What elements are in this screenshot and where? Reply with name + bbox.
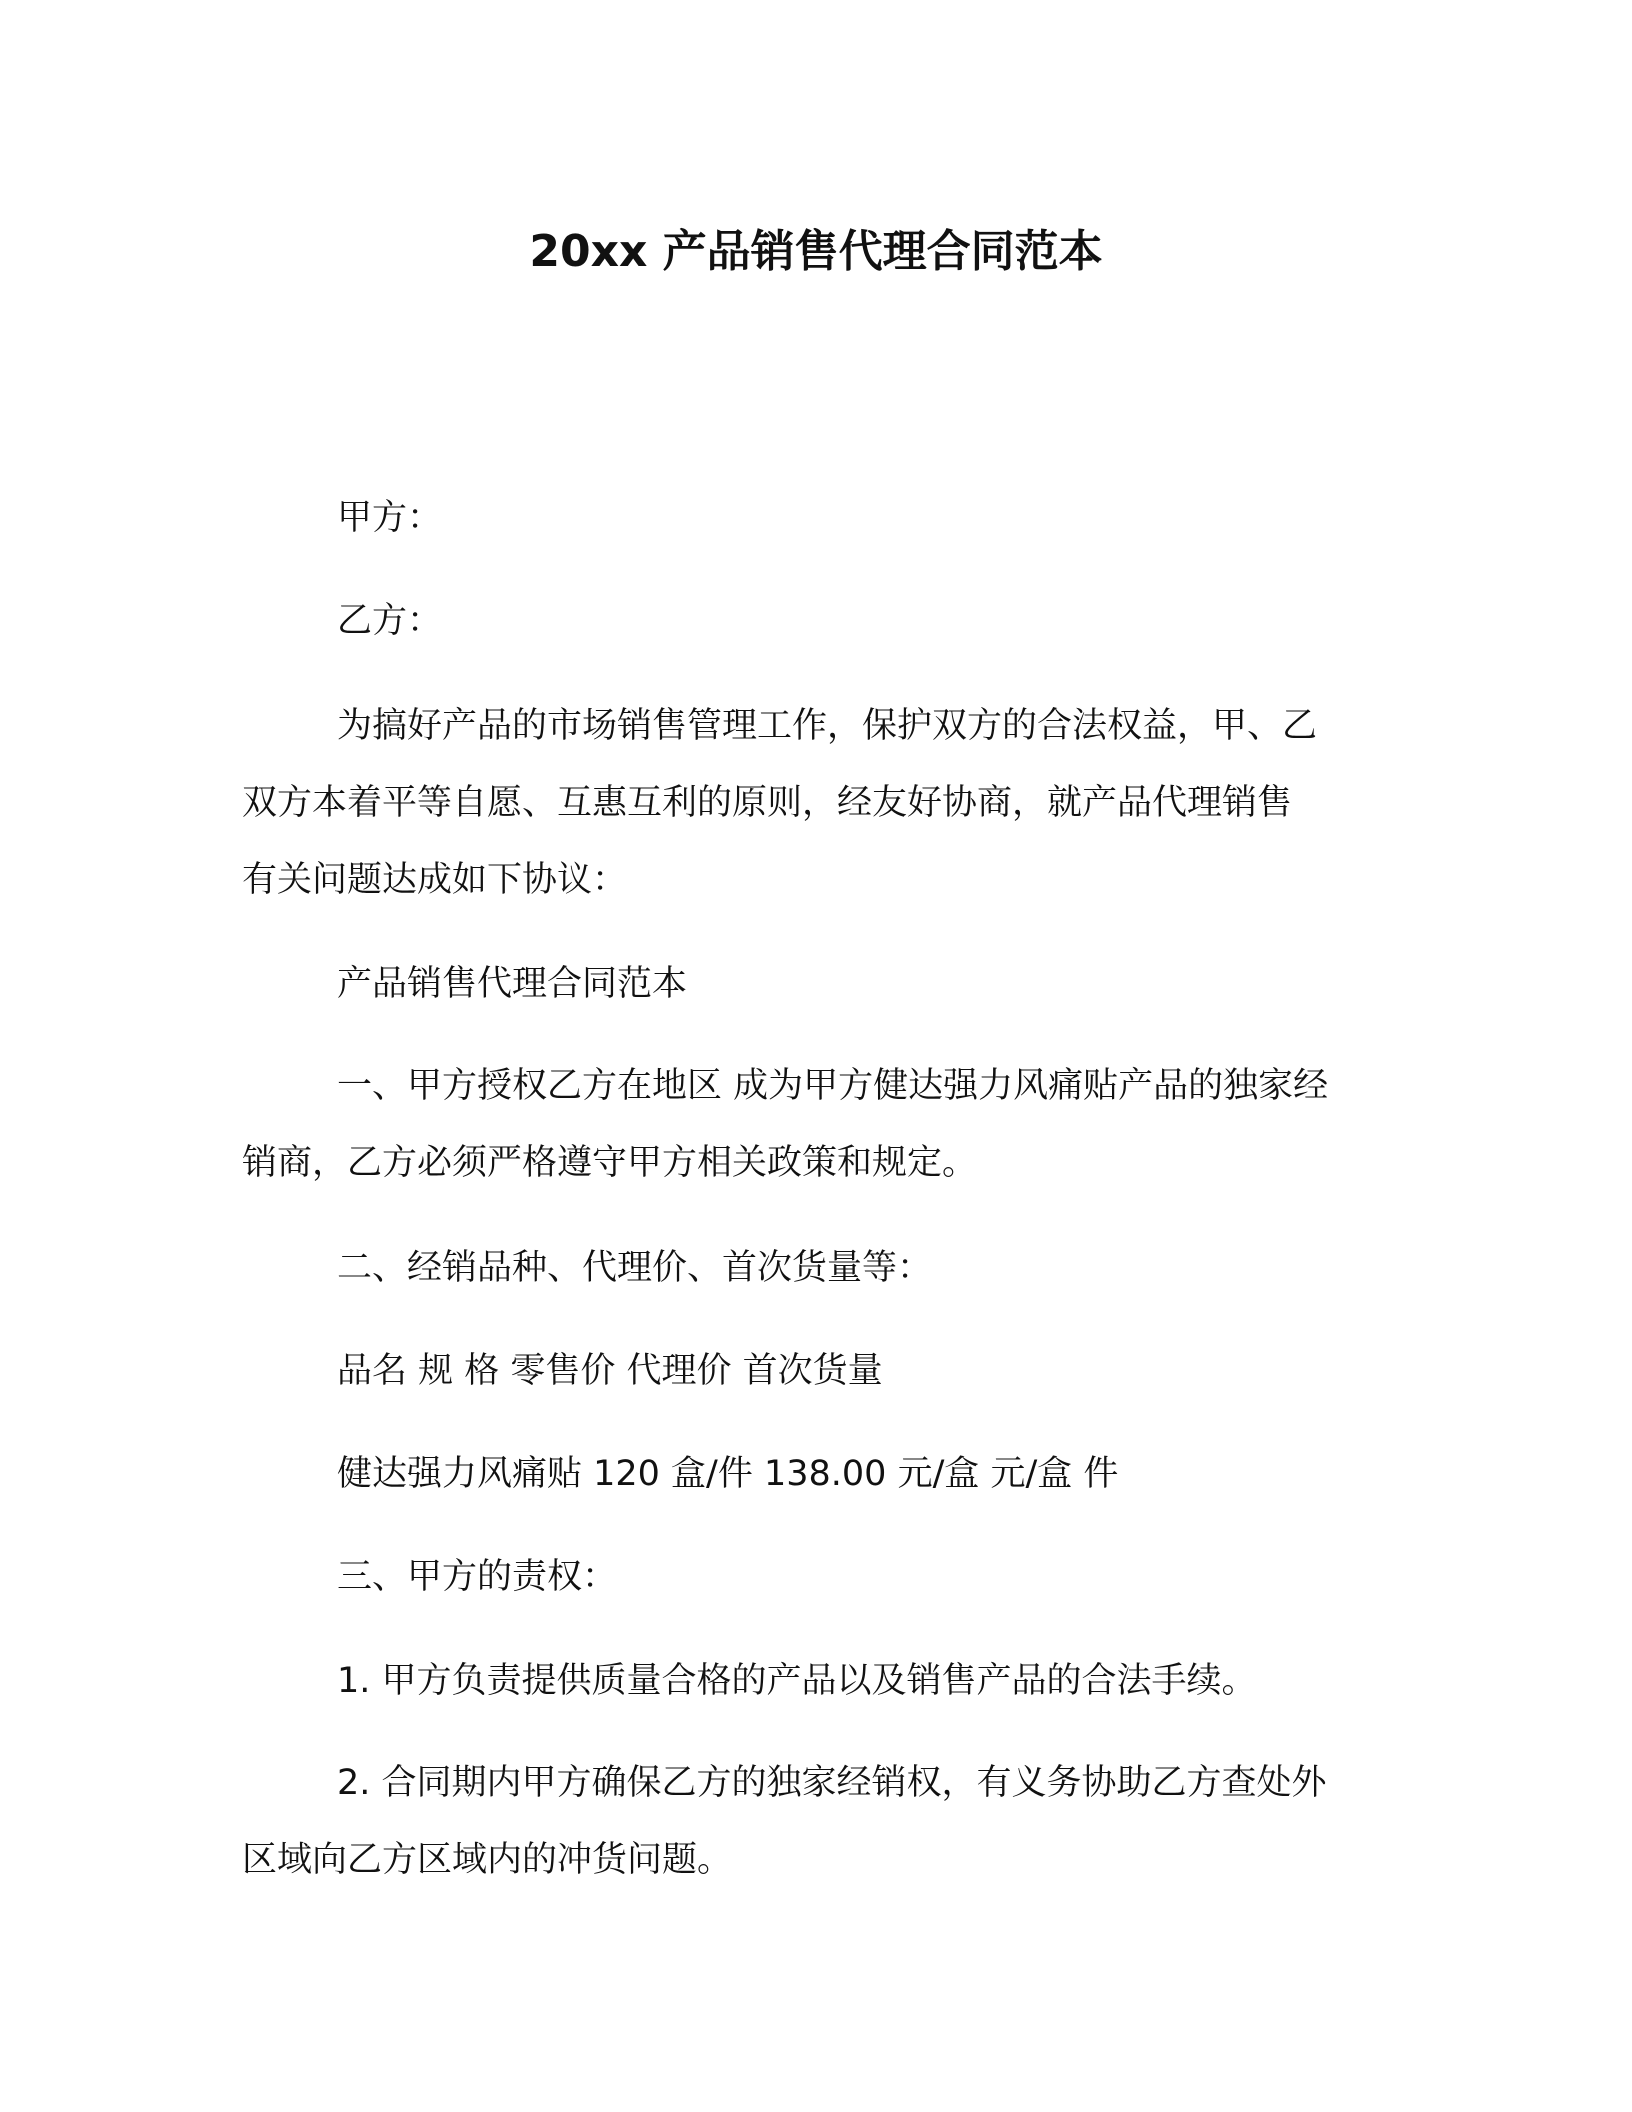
intro-line-1: 为搞好产品的市场销售管理工作，保护双方的合法权益，甲、乙 [337,706,1318,746]
party-a-label: 甲方： [337,498,443,538]
clause-3-heading: 三、甲方的责权： [337,1557,618,1597]
clause-3-item-2 [242,1745,1392,1899]
intro-paragraph [242,688,1392,919]
clause-3-item-1: 1. 甲方负责提供质量合格的产品以及销售产品的合法手续。 [337,1661,1257,1701]
section-subtitle: 产品销售代理合同范本 [337,964,688,1004]
product-table-row: 健达强力风痛贴 120 盒/件 138.00 元/盒 元/盒 件 [337,1454,1119,1494]
party-b-label: 乙方： [337,601,443,641]
clause-1-line-1: 一、甲方授权乙方在地区 成为甲方健达强力风痛贴产品的独家经 [337,1066,1329,1106]
clause-1-line-2: 销商，乙方必须严格遵守甲方相关政策和规定。 [242,1143,978,1183]
product-table-header: 品名 规 格 零售价 代理价 首次货量 [337,1351,883,1391]
clause-1-paragraph [242,1048,1392,1202]
clause-2-heading: 二、经销品种、代理价、首次货量等： [337,1248,933,1288]
intro-line-2: 双方本着平等自愿、互惠互利的原则，经友好协商，就产品代理销售 [242,783,1293,823]
item-2-line-1: 2. 合同期内甲方确保乙方的独家经销权，有义务协助乙方查处外 [337,1763,1327,1803]
item-2-line-2: 区域向乙方区域内的冲货问题。 [242,1840,733,1880]
intro-line-3: 有关问题达成如下协议： [242,860,628,900]
document-title: 20xx 产品销售代理合同范本 [529,226,1103,277]
